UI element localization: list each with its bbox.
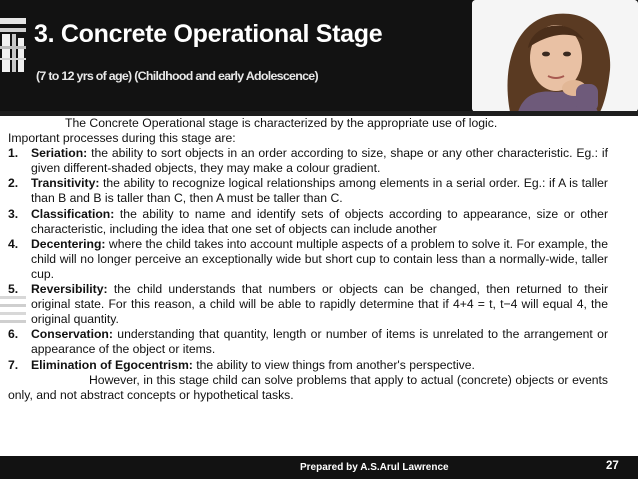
item-number: 6. (8, 327, 19, 342)
list-item (8, 282, 608, 327)
page-number: 27 (606, 460, 619, 472)
item-description: the child understands that numbers or objects can be changed, then returned to their original state. For this reason, a child will be able to rapidly determine that if 4+4 = t, t−4 will equal 4, the original quantity. (31, 282, 608, 327)
slide-title: 3. Concrete Operational Stage (34, 20, 383, 48)
edge-stripes-decoration-lower (0, 296, 26, 332)
list-item (8, 237, 608, 282)
content-panel (0, 116, 638, 456)
item-description: where the child takes into account multiple aspects of a problem to solve it. For example, the child will no longer perceive an exceptionally wide but short cup to contain less than a normally-wide, taller cup. (31, 236, 608, 281)
list-item (8, 176, 608, 206)
item-number: 4. (8, 236, 19, 251)
portrait-illustration (472, 0, 638, 112)
edge-stripes-decoration (0, 18, 26, 72)
intro-text: The Concrete Operational stage is characterized by the appropriate use of logic. (65, 116, 498, 130)
closing-text: However, in this stage child can solve problems that apply to actual (concrete) objects or events only, and not abstract concepts or hypothetical tasks. (8, 372, 608, 402)
item-number: 5. (8, 282, 19, 297)
list-item (8, 327, 608, 357)
list-item (8, 207, 608, 237)
intro-subtext: Important processes during this stage are: (8, 131, 236, 146)
item-term: Elimination of Egocentrism: (31, 357, 193, 372)
item-term: Conservation: (31, 327, 113, 342)
item-number: 7. (8, 357, 19, 372)
footer-credit: Prepared by A.S.Arul Lawrence (300, 462, 449, 473)
item-description: understanding that quantity, length or number of items is unrelated to the arrangement or appearance of the object or items. (31, 327, 608, 357)
item-description: the ability to recognize logical relationships among elements in a serial order. Eg.: if A is taller than B and B is taller than C, then A must be taller than C. (31, 176, 608, 206)
process-list (8, 146, 608, 372)
item-term: Reversibility: (31, 282, 108, 297)
list-item (8, 358, 608, 373)
item-term: Classification: (31, 206, 115, 221)
item-number: 3. (8, 206, 19, 221)
item-term: Decentering: (31, 236, 106, 251)
item-number: 1. (8, 146, 19, 161)
item-description: the ability to view things from another's perspective. (192, 357, 475, 372)
item-description: the ability to name and identify sets of objects according to appearance, size or other characteristic, including the idea that one set of objects can include another (31, 206, 608, 236)
list-item (8, 146, 608, 176)
slide-subtitle: (7 to 12 yrs of age) (Childhood and early Adolescence) (36, 69, 318, 83)
item-term: Seriation: (31, 146, 88, 161)
item-term: Transitivity: (31, 176, 100, 191)
item-description: the ability to sort objects in an order according to size, shape or any other characteristic. Eg.: if given different-shaded objects, they may make a colour gradient. (31, 146, 608, 176)
girl-thinking-photo (472, 0, 638, 112)
item-number: 2. (8, 176, 19, 191)
